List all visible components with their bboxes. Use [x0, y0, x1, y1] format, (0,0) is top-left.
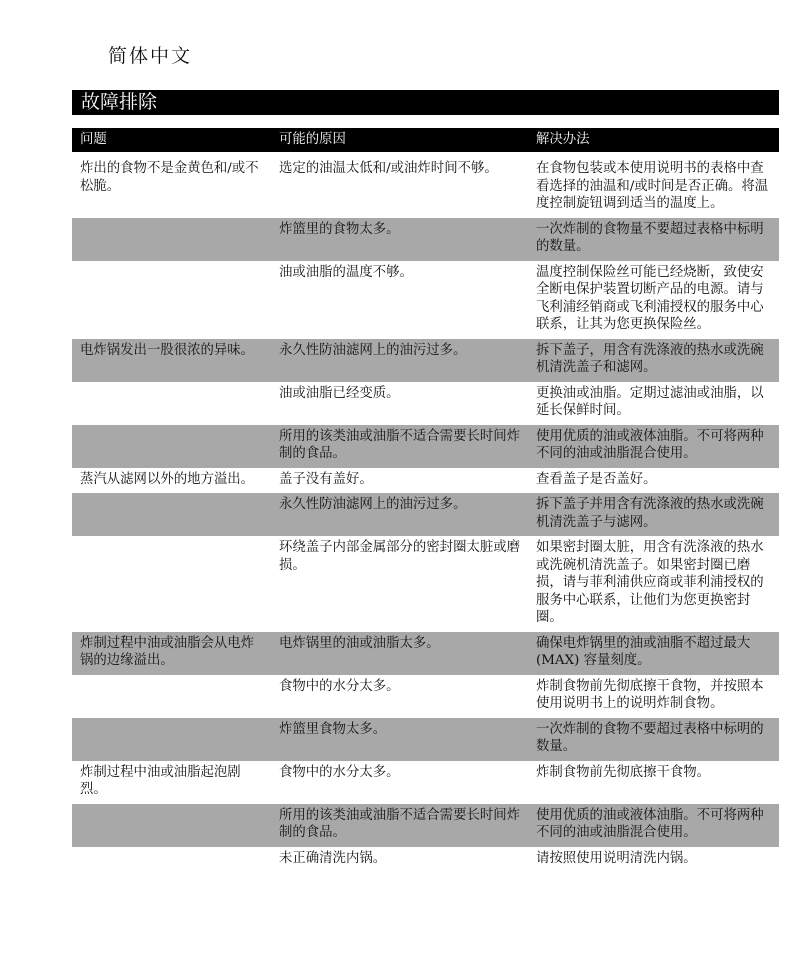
- solution-cell: 请按照使用说明清洗内锅。: [536, 850, 697, 866]
- solution-cell: 确保电炸锅里的油或油脂不超过最大 (MAX) 容量刻度。: [536, 635, 751, 668]
- solution-cell: 拆下盖子并用含有洗涤液的热水或洗碗机清洗盖子与滤网。: [536, 497, 764, 530]
- solution-cell: 炸制食物前先彻底擦干食物。: [536, 764, 711, 780]
- table-row: [72, 847, 779, 873]
- solution-cell: 使用优质的油或液体油脂。不可将两种不同的油或油脂混合使用。: [536, 807, 764, 840]
- problem-cell: [72, 382, 271, 425]
- table-row: [72, 675, 779, 718]
- section-title: 故障排除: [72, 90, 779, 115]
- table-row: [72, 157, 779, 218]
- problem-cell: [72, 847, 271, 873]
- problem-cell: [72, 218, 271, 261]
- table-header-row: [72, 128, 779, 152]
- problem-cell: 电炸锅发出一股很浓的异味。: [80, 342, 255, 358]
- solution-cell: 查看盖子是否盖好。: [536, 471, 657, 487]
- cause-cell: 油或油脂的温度不够。: [279, 264, 413, 280]
- cause-cell: 食物中的水分太多。: [279, 764, 400, 780]
- cause-cell: 食物中的水分太多。: [279, 678, 400, 694]
- problem-cell: 炸制过程中油或油脂会从电炸锅的边缘溢出。: [80, 635, 255, 668]
- cause-cell: 所用的该类油或油脂不适合需要长时间炸制的食品。: [279, 428, 521, 461]
- solution-cell: 更换油或油脂。定期过滤油或油脂，以延长保鲜时间。: [536, 385, 764, 418]
- cause-cell: 永久性防油滤网上的油污过多。: [279, 342, 467, 358]
- problem-cell: [72, 675, 271, 718]
- table-row: [72, 425, 779, 468]
- cause-cell: 电炸锅里的油或油脂太多。: [279, 635, 440, 651]
- table-row: [72, 761, 779, 804]
- problem-cell: 炸制过程中油或油脂起泡剧烈。: [80, 764, 241, 797]
- table-row: [72, 536, 779, 632]
- column-header-solution: 解决办法: [536, 132, 590, 147]
- troubleshooting-table: [72, 128, 779, 872]
- column-header-problem: 问题: [80, 132, 107, 147]
- table-row: [72, 632, 779, 675]
- cause-cell: 炸篮里食物太多。: [279, 721, 387, 737]
- solution-cell: 在食物包装或本使用说明书的表格中查看选择的油温和/或时间是否正确。将温度控制旋钮调到适当的温度上。: [536, 161, 769, 211]
- table-row: [72, 218, 779, 261]
- problem-cell: [72, 718, 271, 761]
- table-row: [72, 382, 779, 425]
- solution-cell: 使用优质的油或液体油脂。不可将两种不同的油或油脂混合使用。: [536, 428, 764, 461]
- table-row: [72, 261, 779, 339]
- solution-cell: 炸制食物前先彻底擦干食物，并按照本使用说明书上的说明炸制食物。: [536, 678, 764, 711]
- cause-cell: 未正确清洗内锅。: [279, 850, 387, 866]
- problem-cell: [72, 536, 271, 632]
- solution-cell: 一次炸制的食物不要超过表格中标明的数量。: [536, 721, 764, 754]
- cause-cell: 环绕盖子内部金属部分的密封圈太脏或磨损。: [279, 540, 521, 573]
- problem-cell: [72, 804, 271, 847]
- cause-cell: 油或油脂已经变质。: [279, 385, 400, 401]
- problem-cell: [72, 425, 271, 468]
- solution-cell: 拆下盖子，用含有洗涤液的热水或洗碗机清洗盖子和滤网。: [536, 342, 764, 375]
- solution-cell: 如果密封圈太脏，用含有洗涤液的热水或洗碗机清洗盖子。如果密封圈已磨损，请与菲利浦供应商或菲利浦授权的服务中心联系，让他们为您更换密封圈。: [536, 540, 764, 625]
- language-heading: 简体中文: [108, 45, 193, 67]
- table-row: [72, 493, 779, 536]
- problem-cell: [72, 493, 271, 536]
- column-header-cause: 可能的原因: [279, 132, 346, 147]
- solution-cell: 温度控制保险丝可能已经烧断，致使安全断电保护装置切断产品的电源。请与飞利浦经销商或飞利浦授权的服务中心联系，让其为您更换保险丝。: [536, 264, 764, 332]
- cause-cell: 永久性防油滤网上的油污过多。: [279, 497, 467, 512]
- cause-cell: 选定的油温太低和/或油炸时间不够。: [279, 161, 498, 176]
- table-row: [72, 339, 779, 382]
- solution-cell: 一次炸制的食物量不要超过表格中标明的数量。: [536, 221, 764, 254]
- cause-cell: 盖子没有盖好。: [279, 471, 373, 487]
- table-row: [72, 804, 779, 847]
- problem-cell: 炸出的食物不是金黄色和/或不松脆。: [80, 161, 259, 194]
- table-row: [72, 468, 779, 494]
- problem-cell: [72, 261, 271, 339]
- cause-cell: 炸篮里的食物太多。: [279, 221, 400, 237]
- cause-cell: 所用的该类油或油脂不适合需要长时间炸制的食品。: [279, 807, 521, 840]
- problem-cell: 蒸汽从滤网以外的地方溢出。: [80, 471, 255, 487]
- table-row: [72, 718, 779, 761]
